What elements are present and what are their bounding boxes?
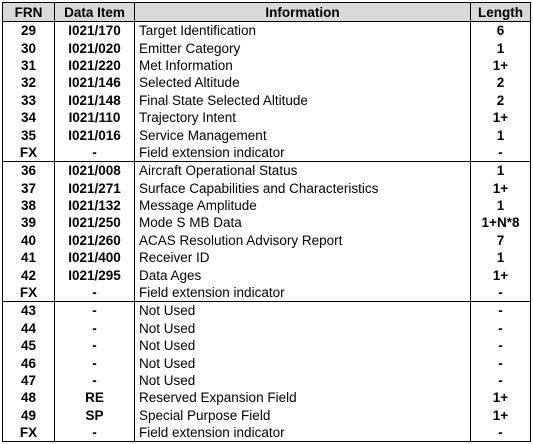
table-row bbox=[3, 302, 531, 320]
frn-cell: 43 bbox=[3, 302, 55, 320]
length-cell: 1+ bbox=[471, 57, 531, 74]
frn-cell: 49 bbox=[3, 407, 55, 424]
header-length: Length bbox=[471, 3, 531, 22]
information-cell: Mode S MB Data bbox=[135, 214, 471, 231]
header-row bbox=[3, 3, 531, 22]
table-row bbox=[3, 126, 531, 143]
information-cell: Not Used bbox=[135, 302, 471, 320]
length-cell: 1+ bbox=[471, 407, 531, 424]
table-row bbox=[3, 22, 531, 40]
length-cell: 1 bbox=[471, 39, 531, 56]
data-item-cell: - bbox=[55, 320, 135, 337]
data-item-cell: I021/146 bbox=[55, 74, 135, 91]
table-row bbox=[3, 39, 531, 56]
table-row bbox=[3, 372, 531, 389]
frn-cell: 46 bbox=[3, 354, 55, 371]
frn-cell: 35 bbox=[3, 126, 55, 143]
information-cell: Data Ages bbox=[135, 266, 471, 283]
data-item-cell: I021/020 bbox=[55, 39, 135, 56]
frn-cell: 33 bbox=[3, 92, 55, 109]
table-row bbox=[3, 180, 531, 197]
frn-cell: FX bbox=[3, 284, 55, 302]
length-cell: 1 bbox=[471, 249, 531, 266]
length-cell: 1+ bbox=[471, 389, 531, 406]
table-row bbox=[3, 197, 531, 214]
table-row bbox=[3, 92, 531, 109]
frn-cell: 47 bbox=[3, 372, 55, 389]
frn-cell: FX bbox=[3, 144, 55, 162]
length-cell: - bbox=[471, 424, 531, 442]
table-body bbox=[3, 22, 531, 442]
table-row bbox=[3, 249, 531, 266]
data-item-cell: I021/110 bbox=[55, 109, 135, 126]
data-item-cell: SP bbox=[55, 407, 135, 424]
header-information: Information bbox=[135, 3, 471, 22]
table-row bbox=[3, 109, 531, 126]
length-cell: - bbox=[471, 284, 531, 302]
table-row bbox=[3, 354, 531, 371]
frn-cell: 29 bbox=[3, 22, 55, 40]
frn-cell: 32 bbox=[3, 74, 55, 91]
header-data-item: Data Item bbox=[55, 3, 135, 22]
header-frn: FRN bbox=[3, 3, 55, 22]
length-cell: - bbox=[471, 320, 531, 337]
frn-cell: 36 bbox=[3, 162, 55, 180]
table-header bbox=[3, 3, 531, 22]
length-cell: 6 bbox=[471, 22, 531, 40]
table-row bbox=[3, 57, 531, 74]
data-item-cell: - bbox=[55, 284, 135, 302]
data-item-cell: I021/400 bbox=[55, 249, 135, 266]
information-cell: ACAS Resolution Advisory Report bbox=[135, 232, 471, 249]
frn-cell: 31 bbox=[3, 57, 55, 74]
information-cell: Final State Selected Altitude bbox=[135, 92, 471, 109]
data-item-cell: I021/271 bbox=[55, 180, 135, 197]
table-row bbox=[3, 214, 531, 231]
data-item-cell: I021/016 bbox=[55, 126, 135, 143]
information-cell: Message Amplitude bbox=[135, 197, 471, 214]
information-cell: Met Information bbox=[135, 57, 471, 74]
information-cell: Not Used bbox=[135, 320, 471, 337]
length-cell: 1+ bbox=[471, 109, 531, 126]
data-item-cell: - bbox=[55, 144, 135, 162]
information-cell: Service Management bbox=[135, 126, 471, 143]
length-cell: 1+N*8 bbox=[471, 214, 531, 231]
information-cell: Special Purpose Field bbox=[135, 407, 471, 424]
data-item-cell: I021/132 bbox=[55, 197, 135, 214]
frn-cell: FX bbox=[3, 424, 55, 442]
data-item-cell: RE bbox=[55, 389, 135, 406]
length-cell: 1+ bbox=[471, 180, 531, 197]
uap-table bbox=[2, 2, 531, 442]
data-item-cell: - bbox=[55, 337, 135, 354]
table-row bbox=[3, 424, 531, 442]
frn-cell: 41 bbox=[3, 249, 55, 266]
table-row bbox=[3, 389, 531, 406]
information-cell: Not Used bbox=[135, 354, 471, 371]
information-cell: Field extension indicator bbox=[135, 424, 471, 442]
frn-cell: 45 bbox=[3, 337, 55, 354]
information-cell: Emitter Category bbox=[135, 39, 471, 56]
length-cell: - bbox=[471, 372, 531, 389]
frn-cell: 42 bbox=[3, 266, 55, 283]
information-cell: Not Used bbox=[135, 372, 471, 389]
information-cell: Receiver ID bbox=[135, 249, 471, 266]
data-item-cell: I021/260 bbox=[55, 232, 135, 249]
length-cell: 2 bbox=[471, 74, 531, 91]
information-cell: Reserved Expansion Field bbox=[135, 389, 471, 406]
length-cell: - bbox=[471, 354, 531, 371]
length-cell: 1 bbox=[471, 197, 531, 214]
length-cell: - bbox=[471, 337, 531, 354]
data-item-cell: - bbox=[55, 372, 135, 389]
information-cell: Not Used bbox=[135, 337, 471, 354]
table-row bbox=[3, 407, 531, 424]
data-item-cell: I021/170 bbox=[55, 22, 135, 40]
information-cell: Field extension indicator bbox=[135, 144, 471, 162]
information-cell: Target Identification bbox=[135, 22, 471, 40]
frn-cell: 38 bbox=[3, 197, 55, 214]
frn-cell: 48 bbox=[3, 389, 55, 406]
frn-cell: 30 bbox=[3, 39, 55, 56]
frn-cell: 44 bbox=[3, 320, 55, 337]
information-cell: Surface Capabilities and Characteristics bbox=[135, 180, 471, 197]
table-row bbox=[3, 162, 531, 180]
information-cell: Selected Altitude bbox=[135, 74, 471, 91]
table-row bbox=[3, 144, 531, 162]
table-row bbox=[3, 266, 531, 283]
frn-cell: 37 bbox=[3, 180, 55, 197]
length-cell: 1 bbox=[471, 126, 531, 143]
table-row bbox=[3, 320, 531, 337]
data-item-cell: I021/250 bbox=[55, 214, 135, 231]
data-item-cell: I021/008 bbox=[55, 162, 135, 180]
frn-cell: 34 bbox=[3, 109, 55, 126]
information-cell: Field extension indicator bbox=[135, 284, 471, 302]
table-row bbox=[3, 337, 531, 354]
data-item-cell: I021/220 bbox=[55, 57, 135, 74]
table-row bbox=[3, 284, 531, 302]
data-item-cell: - bbox=[55, 302, 135, 320]
length-cell: - bbox=[471, 144, 531, 162]
length-cell: - bbox=[471, 302, 531, 320]
length-cell: 1 bbox=[471, 162, 531, 180]
length-cell: 7 bbox=[471, 232, 531, 249]
frn-cell: 39 bbox=[3, 214, 55, 231]
data-item-cell: - bbox=[55, 424, 135, 442]
data-item-cell: I021/295 bbox=[55, 266, 135, 283]
data-item-cell: I021/148 bbox=[55, 92, 135, 109]
information-cell: Trajectory Intent bbox=[135, 109, 471, 126]
frn-cell: 40 bbox=[3, 232, 55, 249]
data-item-cell: - bbox=[55, 354, 135, 371]
table-row bbox=[3, 232, 531, 249]
table-row bbox=[3, 74, 531, 91]
length-cell: 1+ bbox=[471, 266, 531, 283]
length-cell: 2 bbox=[471, 92, 531, 109]
information-cell: Aircraft Operational Status bbox=[135, 162, 471, 180]
